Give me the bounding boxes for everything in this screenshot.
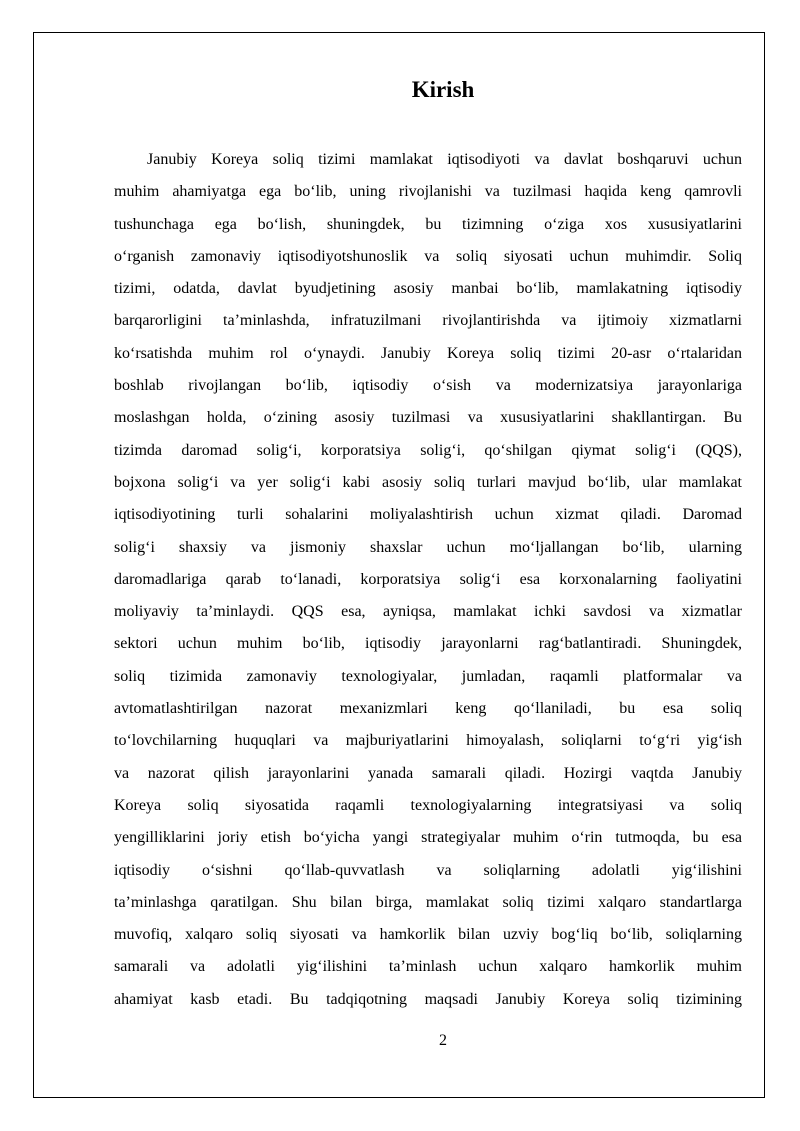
text-line: sektori uchun muhim bo‘lib, iqtisodiy jarayonlarni rag‘batlantiradi. Shuningdek,: [114, 635, 742, 653]
text-line: tushunchaga ega bo‘lish, shuningdek, bu tizimning o‘ziga xos xususiyatlarini: [114, 215, 742, 233]
page-title: Kirish: [411, 77, 475, 102]
page-number: 2: [439, 1032, 447, 1049]
text-line: muhim ahamiyatga ega bo‘lib, uning rivojlanishi va tuzilmasi haqida keng qamrovli: [114, 183, 742, 201]
text-line: barqarorligini ta’minlashda, infratuzilmani rivojlantirishda va ijtimoiy xizmatlarni: [114, 312, 742, 330]
text-line: yengilliklarini joriy etish bo‘yicha yangi strategiyalar muhim o‘rin tutmoqda, bu esa: [114, 829, 742, 847]
text-line: moslashgan holda, o‘zining asosiy tuzilmasi va xususiyatlarini shakllantirgan. Bu: [114, 409, 742, 427]
text-line: ko‘rsatishda muhim rol o‘ynaydi. Janubiy Koreya soliq tizimi 20-asr o‘rtalaridan: [114, 344, 742, 362]
text-line: iqtisodiy o‘sishni qo‘llab-quvvatlash va soliqlarning adolatli yig‘ilishini: [114, 861, 742, 879]
text-line: ahamiyat kasb etadi. Bu tadqiqotning maqsadi Janubiy Koreya soliq tizimining: [114, 990, 742, 1008]
text-line: tizimi, odatda, davlat byudjetining asosiy manbai bo‘lib, mamlakatning iqtisodiy: [114, 280, 742, 298]
body-paragraph: [114, 144, 742, 1016]
text-line: samarali va adolatli yig‘ilishini ta’minlash uchun xalqaro hamkorlik muhim: [114, 958, 742, 976]
text-line: ta’minlashga qaratilgan. Shu bilan birga, mamlakat soliq tizimi xalqaro standartlarga: [114, 893, 742, 911]
text-line: o‘rganish zamonaviy iqtisodiyotshunoslik va soliq siyosati uchun muhimdir. Soliq: [114, 247, 742, 265]
text-line: avtomatlashtirilgan nazorat mexanizmlari keng qo‘llaniladi, bu esa soliq: [114, 700, 742, 718]
text-line: Janubiy Koreya soliq tizimi mamlakat iqtisodiyoti va davlat boshqaruvi uchun: [147, 151, 742, 168]
text-line: moliyaviy ta’minlaydi. QQS esa, ayniqsa, mamlakat ichki savdosi va xizmatlar: [114, 603, 742, 621]
text-line: va nazorat qilish jarayonlarini yanada samarali qiladi. Hozirgi vaqtda Janubiy: [114, 764, 742, 782]
text-line: daromadlariga qarab to‘lanadi, korporatsiya solig‘i esa korxonalarning faoliyatini: [114, 570, 742, 588]
text-line: bojxona solig‘i va yer solig‘i kabi asosiy soliq turlari mavjud bo‘lib, ular mamlakat: [114, 473, 742, 491]
text-line: muvofiq, xalqaro soliq siyosati va hamkorlik bilan uzviy bog‘liq bo‘lib, soliqlarning: [114, 926, 742, 944]
text-line: soliq tizimida zamonaviy texnologiyalar, jumladan, raqamli platformalar va: [114, 667, 742, 685]
text-line: iqtisodiyotining turli sohalarini moliyalashtirish uchun xizmat qiladi. Daromad: [114, 506, 742, 524]
text-line: boshlab rivojlangan bo‘lib, iqtisodiy o‘sish va modernizatsiya jarayonlariga: [114, 377, 742, 395]
text-line: Koreya soliq siyosatida raqamli texnologiyalarning integratsiyasi va soliq: [114, 796, 742, 814]
text-line: solig‘i shaxsiy va jismoniy shaxslar uchun mo‘ljallangan bo‘lib, ularning: [114, 538, 742, 556]
text-line: to‘lovchilarning huquqlari va majburiyatlarini himoyalash, soliqlarni to‘g‘ri yig‘ish: [114, 732, 742, 750]
text-line: tizimda daromad solig‘i, korporatsiya solig‘i, qo‘shilgan qiymat solig‘i (QQS),: [114, 441, 742, 459]
